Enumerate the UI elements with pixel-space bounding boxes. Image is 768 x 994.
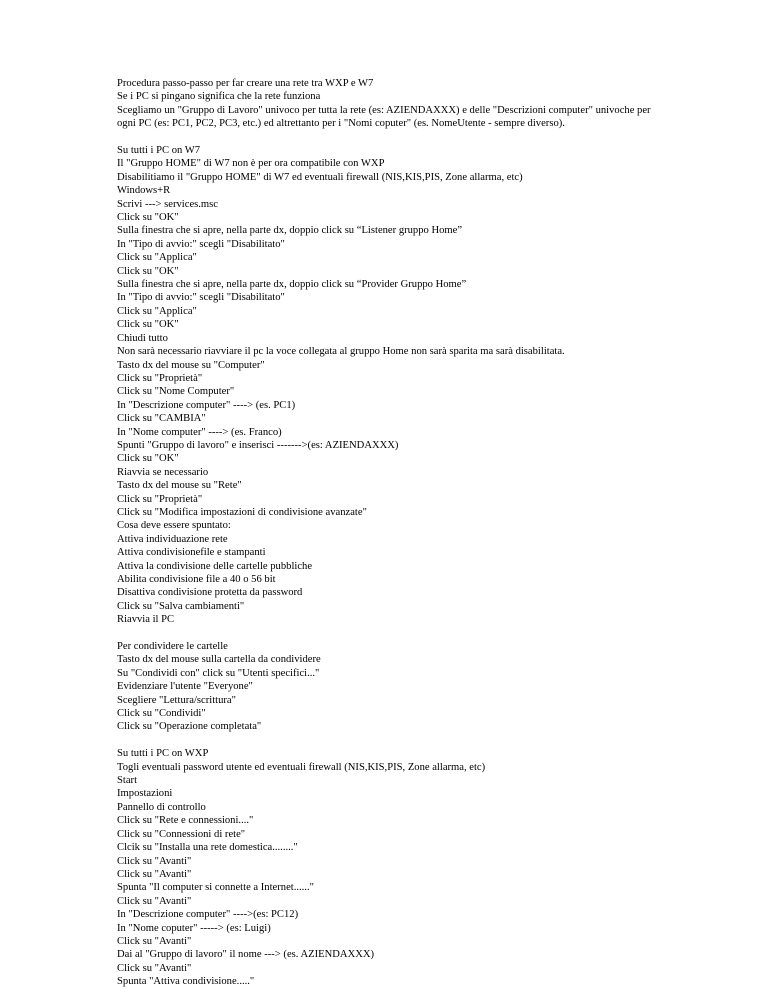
text-line: Click su "Nome Computer" (117, 386, 235, 398)
text-line: Tasto dx del mouse su "Computer" (117, 359, 265, 371)
text-line: Click su "Avanti" (117, 895, 192, 907)
text-line: Su "Condividi con" click su "Utenti specifici..." (117, 667, 320, 679)
paragraph (117, 77, 737, 131)
text-line: Click su "CAMBIA" (117, 413, 206, 425)
text-line: Attiva condivisionefile e stampanti (117, 547, 266, 559)
text-line: Click su "Salva cambiamenti" (117, 600, 245, 612)
text-line: Togli eventuali password utente ed eventuali firewall (NIS,KIS,PIS, Zone allarma, etc) (117, 761, 486, 773)
text-line: Click su "Modifica impostazioni di condivisione avanzate" (117, 506, 367, 518)
text-line: Click su "OK" (117, 265, 179, 277)
text-line: In "Tipo di avvio:" scegli "Disabilitato" (117, 292, 285, 304)
text-line: Click su "Operazione completata" (117, 721, 262, 733)
text-line: Click su "Avanti" (117, 935, 192, 947)
text-line: Impostazioni (117, 788, 173, 800)
text-line: In "Tipo di avvio:" scegli "Disabilitato" (117, 238, 285, 250)
text-line: Windows+R (117, 185, 171, 197)
text-line: In "Nome computer" ----> (es. Franco) (117, 426, 282, 438)
text-line: Attiva la condivisione delle cartelle pubbliche (117, 560, 313, 572)
text-line: Spunti "Gruppo di lavoro" e inserisci ------->(es: AZIENDAXXX) (117, 439, 399, 451)
text-line: Cosa deve essere spuntato: (117, 520, 231, 532)
text-line: Attiva individuazione rete (117, 533, 228, 545)
text-line: Click su "Condividi" (117, 708, 206, 720)
text-line: In "Descrizione computer" ----> (es. PC1) (117, 399, 296, 411)
text-line: Tasto dx del mouse su "Rete" (117, 480, 242, 492)
text-line: Evidenziare l'utente "Everyone" (117, 681, 253, 693)
paragraph-gap (117, 627, 737, 640)
paragraph (117, 640, 737, 734)
text-line: Click su "Avanti" (117, 868, 192, 880)
text-line: Start (117, 775, 138, 787)
text-line: Procedura passo-passo per far creare una rete tra WXP e W7 (117, 78, 374, 89)
paragraph-gap (117, 131, 737, 144)
text-line: Click su "Avanti" (117, 962, 192, 974)
text-line: Click su "Rete e connessioni...." (117, 815, 254, 827)
text-line: Dai al "Gruppo di lavoro" il nome ---> (es. AZIENDAXXX) (117, 949, 375, 961)
text-line: Sulla finestra che si apre, nella parte dx, doppio click su “Listener gruppo Home” (117, 225, 463, 237)
text-line: Riavvia se necessario (117, 466, 209, 478)
paragraph-gap (117, 734, 737, 747)
text-line: In "Nome coputer" -----> (es: Luigi) (117, 922, 271, 934)
text-line: Non sarà necessario riavviare il pc la voce collegata al gruppo Home non sarà sparita ma sarà disabilitata. (117, 346, 565, 358)
text-line: Click su "OK" (117, 453, 179, 465)
text-line: Clcik su "Installa una rete domestica........" (117, 842, 298, 854)
text-line: Riavvia il PC (117, 614, 175, 626)
text-line: Scegliamo un "Gruppo di Lavoro" univoco per tutta la rete (es: AZIENDAXXX) e delle "Descrizioni computer" univoche per (117, 104, 651, 116)
text-line: Disattiva condivisione protetta da password (117, 587, 303, 599)
text-line: Su tutti i PC on WXP (117, 748, 209, 760)
text-line: Tasto dx del mouse sulla cartella da condividere (117, 654, 321, 666)
text-line: Click su "Proprietà" (117, 493, 203, 505)
document-page (117, 77, 737, 989)
text-line: Disabilitiamo il "Gruppo HOME" di W7 ed eventuali firewall (NIS,KIS,PIS, Zone allarma, etc) (117, 171, 523, 183)
paragraph (117, 144, 737, 627)
text-line: Il "Gruppo HOME" di W7 non è per ora compatibile con WXP (117, 158, 385, 170)
text-line: Scegliere "Lettura/scrittura" (117, 694, 236, 706)
text-line: ogni PC (es: PC1, PC2, PC3, etc.) ed altrettanto per i "Nomi coputer" (es. NomeUtente - sempre diverso). (117, 118, 565, 130)
text-line: Click su "Proprietà" (117, 372, 203, 384)
text-line: Su tutti i PC on W7 (117, 145, 201, 157)
text-line: Abilita condivisione file a 40 o 56 bit (117, 574, 276, 586)
text-line: Pannello di controllo (117, 801, 206, 813)
text-line: Spunta "Attiva condivisione....." (117, 976, 255, 988)
text-line: Click su "Connessioni di rete" (117, 828, 246, 840)
text-line: Click su "Avanti" (117, 855, 192, 867)
text-line: Scrivi ---> services.msc (117, 198, 218, 210)
text-line: Spunta "Il computer si connette a Internet......" (117, 882, 314, 894)
text-line: Se i PC si pingano significa che la rete funziona (117, 91, 321, 103)
text-line: Chiudi tutto (117, 332, 168, 344)
text-line: Click su "OK" (117, 319, 179, 331)
text-line: Click su "Applica" (117, 252, 197, 264)
text-line: Click su "Applica" (117, 305, 197, 317)
text-line: Sulla finestra che si apre, nella parte dx, doppio click su “Provider Gruppo Home” (117, 279, 467, 291)
text-line: In "Descrizione computer" ---->(es: PC12) (117, 909, 299, 921)
text-line: Per condividere le cartelle (117, 641, 228, 653)
paragraph (117, 747, 737, 988)
text-line: Click su "OK" (117, 212, 179, 224)
